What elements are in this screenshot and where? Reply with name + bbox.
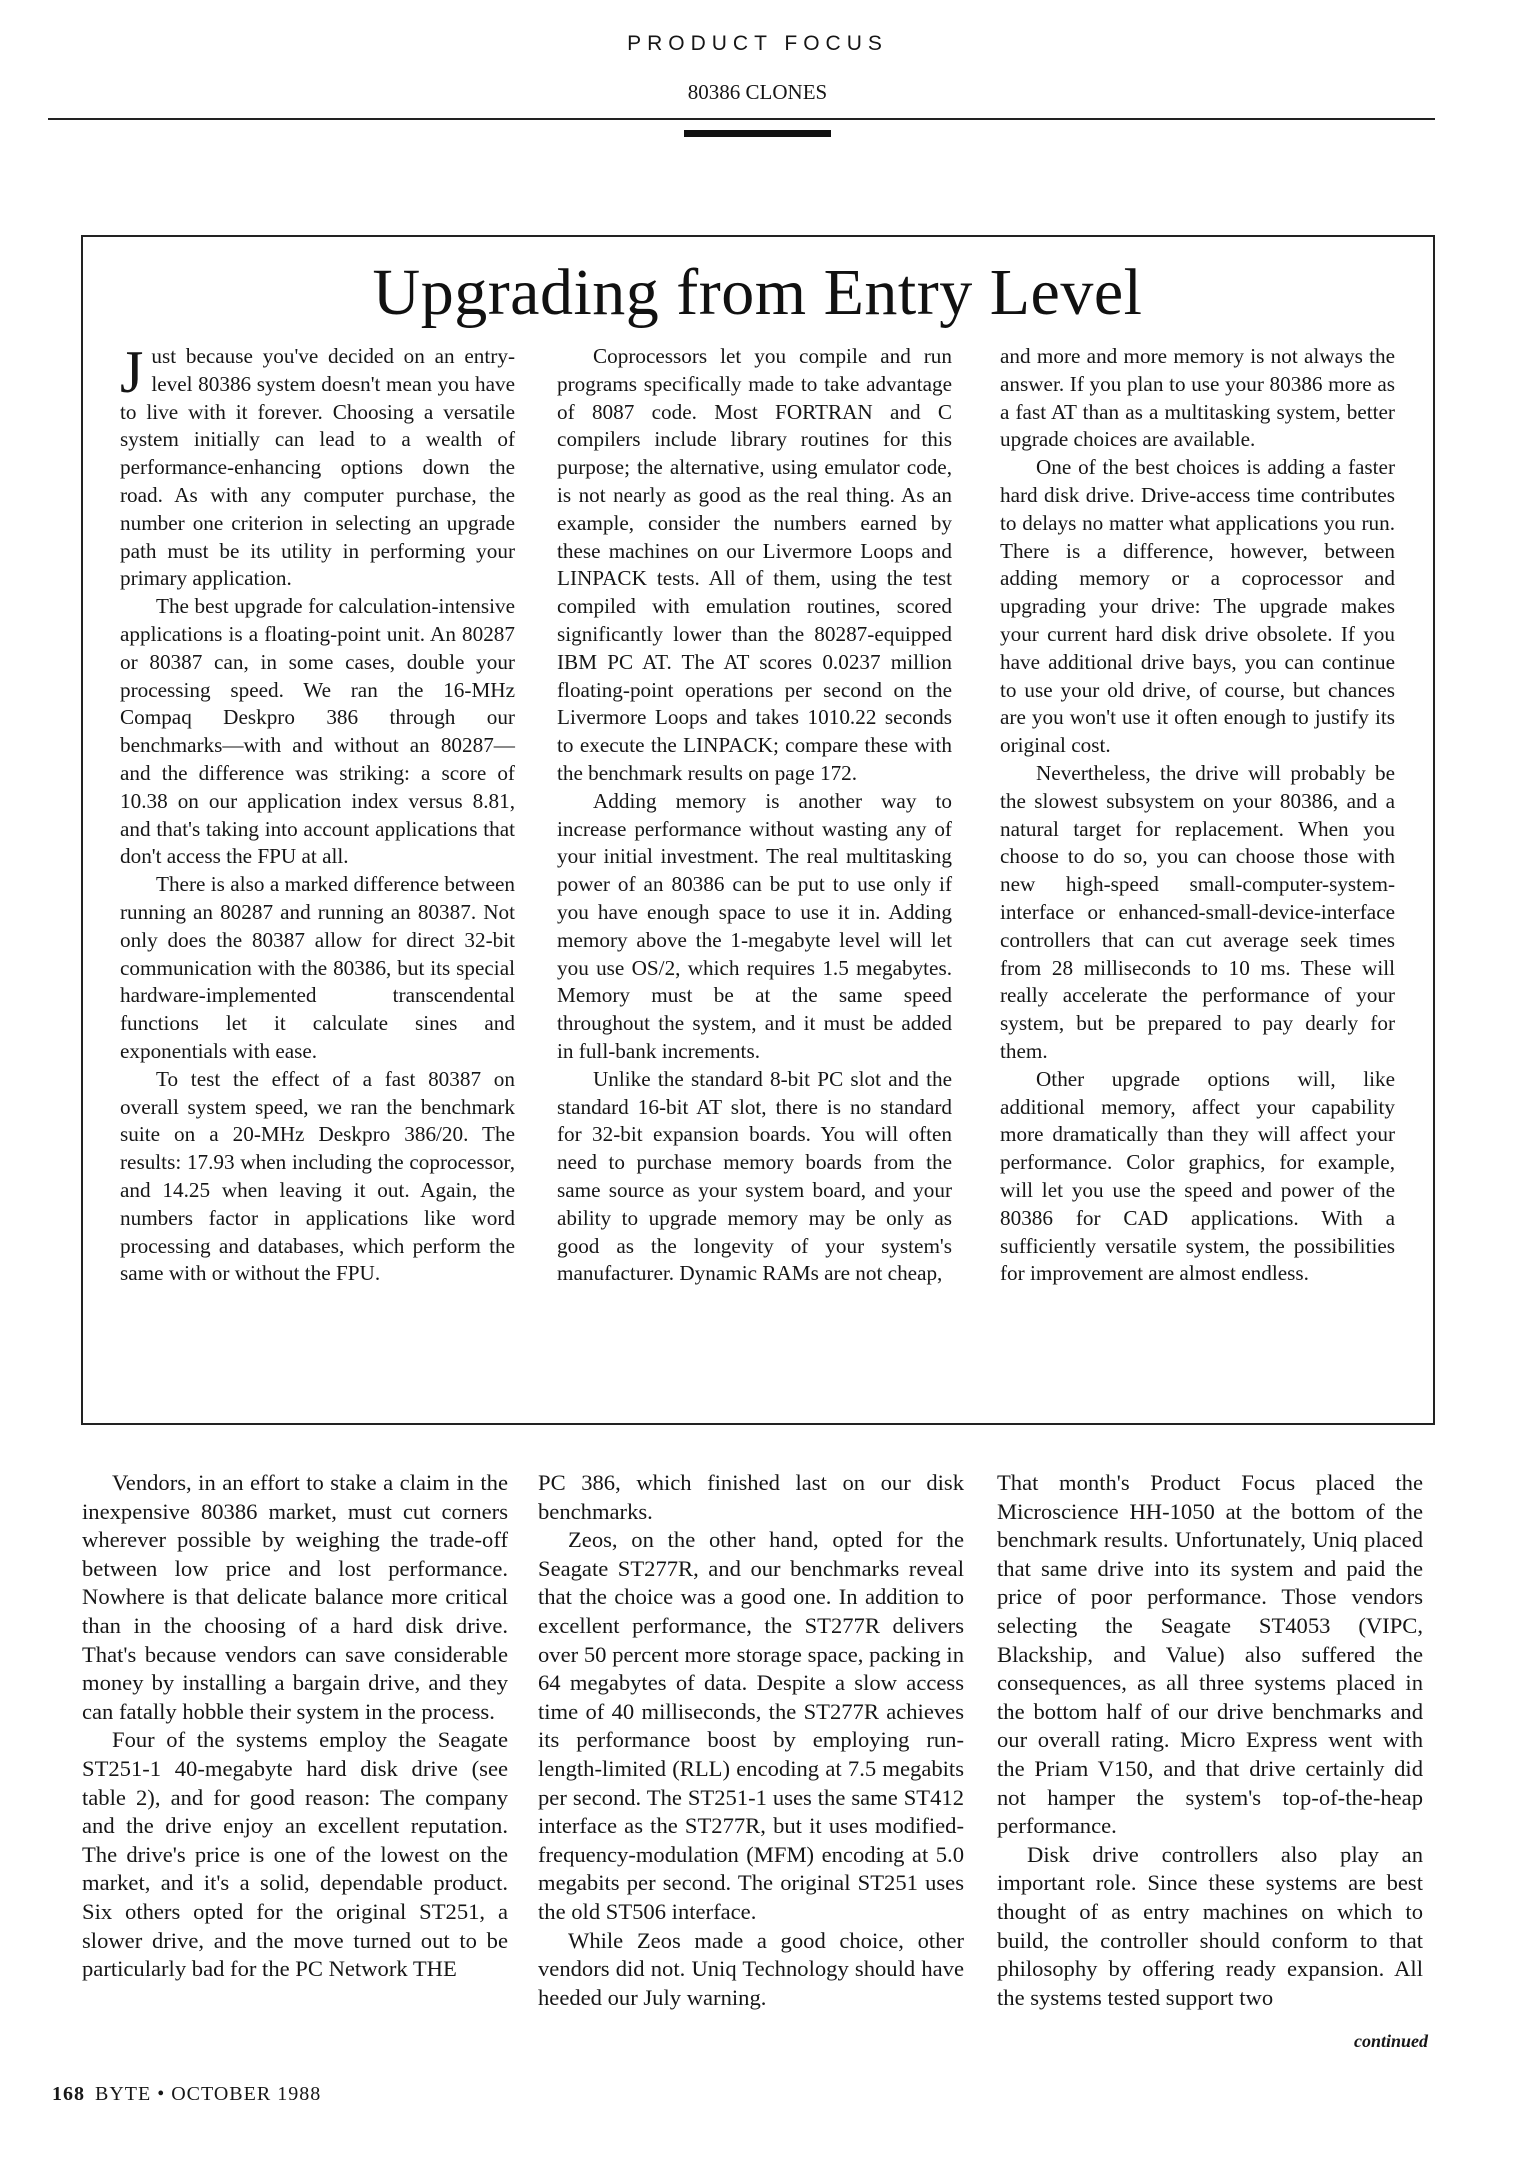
sidebar-paragraph: Just because you've decided on an entry-level 80386 system doesn't mean you have to live with it forever. Choosing a versatile system initially can lead to a wealth of performance-enhancing options down the road. As with any computer purchase, the number one criterion in selecting an upgrade path must be its utility in performing your primary application. [120, 339, 515, 591]
sidebar-paragraph: and more and more memory is not always the answer. If you plan to use your 80386 more as a fast AT than as a multitasking system, better upgrade choices are available. [1000, 344, 1395, 452]
article-paragraph: Zeos, on the other hand, opted for the Seagate ST277R, and our benchmarks reveal that the choice was a good one. In addition to excellent performance, the ST277R delivers over 50 percent more storage space, packing in 64 megabytes of data. Despite a slow access time of 40 milliseconds, the ST277R achieves its performance boost by employing run-length-limited (RLL) encoding at 7.5 megabits per second. The ST251-1 uses the same ST412 interface as the ST277R, but it uses modified-frequency-modulation (MFM) encoding at 5.0 megabits per second. The original ST251 uses the old ST506 interface. [538, 1527, 964, 1924]
article-paragraph: That month's Product Focus placed the Microscience HH-1050 at the bottom of the benchmark results. Unfortunately, Uniq placed that same drive into its system and paid the price of poor performance. Those vendors selecting the Seagate ST4053 (VIPC, Blackship, and Value) also suffered the consequences, as all three systems placed in the bottom half of our drive benchmarks and our overall rating. Micro Express went with the Priam V150, and that drive certainly did not hamper the system's top-of-the-heap performance. [997, 1470, 1423, 1839]
sidebar-paragraph: Other upgrade options will, like additional memory, affect your capability more dramatically than they will affect your performance. Color graphics, for example, will let you use the speed and power of the 80386 for CAD applications. With a sufficiently versatile system, the possibilities for improvement are almost endless. [1000, 1066, 1395, 1286]
sidebar-column-3 [1000, 343, 1395, 1288]
sidebar-paragraph: There is also a marked difference between running an 80287 and running an 80387. Not only does the 80387 allow for direct 32-bit communication with the 80386, but its special hardware-implemented transcendental functions let it calculate sines and exponentials with ease. [120, 872, 515, 1063]
publication-line: BYTE • OCTOBER 1988 [95, 2083, 322, 2105]
sidebar-title: Upgrading from Entry Level [372, 256, 1143, 329]
sidebar-paragraph: Nevertheless, the drive will probably be the slowest subsystem on your 80386, and a natural target for replacement. When you choose to do so, you can choose those with new high-speed small-computer-system-interface or enhanced-small-device-interface controllers that can cut average seek times from 28 milliseconds to 10 ms. These will really accelerate the performance of your system, but be prepared to pay dearly for them. [1000, 760, 1395, 1063]
article-paragraph: Four of the systems employ the Seagate ST251-1 40-megabyte hard disk drive (see table 2), and for good reason: The company and the drive enjoy an excellent reputation. The drive's price is one of the lowest on the market, and it's a solid, dependable product. Six others opted for the original ST251, a slower drive, and the move turned out to be particularly bad for the PC Network THE [82, 1727, 508, 1982]
article-column-1 [82, 1469, 508, 1984]
article-column-3 [997, 1469, 1423, 2012]
sidebar-paragraph: Adding memory is another way to increase performance without wasting any of your initial investment. The real multitasking power of an 80386 can be put to use only if you have enough space to use it in. Adding memory above the 1-megabyte level will let you use OS/2, which requires 1.5 megabytes. Memory must be at the same speed throughout the system, and it must be added in full-bank increments. [557, 788, 952, 1063]
article-paragraph: Disk drive controllers also play an important role. Since these systems are best thought of as entry machines on which to build, the controller should conform to that philosophy by offering ready expansion. All the systems tested support two [997, 1841, 1423, 2010]
section-subtitle: 80386 CLONES [687, 80, 828, 104]
page-footer [52, 2083, 321, 2106]
header-accent-bar [684, 130, 831, 137]
article-column-2 [538, 1469, 964, 2012]
article-paragraph: PC 386, which finished last on our disk benchmarks. [538, 1470, 964, 1524]
section-kicker: PRODUCT FOCUS [627, 32, 888, 55]
article-paragraph: Vendors, in an effort to stake a claim in the inexpensive 80386 market, must cut corners wherever possible by weighing the trade-off between low price and lost performance. Nowhere is that delicate balance more critical than in the choosing of a hard disk drive. That's because vendors can save considerable money by installing a bargain drive, and they can fatally hobble their system in the process. [82, 1470, 508, 1724]
sidebar-paragraph: Coprocessors let you compile and run programs specifically made to take advantage of 8087 code. Most FORTRAN and C compilers include library routines for this purpose; the alternative, using emulator code, is not nearly as good as the real thing. As an example, consider the numbers earned by these machines on our Livermore Loops and LINPACK tests. All of them, using the test compiled with emulation routines, scored significantly lower than the 80287-equipped IBM PC AT. The AT scores 0.0237 million floating-point operations per second on the Livermore Loops and takes 1010.22 seconds to execute the LINPACK; compare these with the benchmark results on page 172. [557, 344, 952, 785]
sidebar-paragraph: To test the effect of a fast 80387 on overall system speed, we ran the benchmark suite on a 20-MHz Deskpro 386/20. The results: 17.93 when including the coprocessor, and 14.25 when leaving it out. Again, the numbers factor in applications like word processing and databases, which perform the same with or without the FPU. [120, 1066, 515, 1286]
page-number: 168 [52, 2083, 85, 2105]
drop-cap: J [120, 339, 144, 405]
article-paragraph: While Zeos made a good choice, other vendors did not. Uniq Technology should have heeded our July warning. [538, 1927, 964, 2010]
continued-label: continued [1353, 2031, 1428, 2051]
sidebar-paragraph: The best upgrade for calculation-intensive applications is a floating-point unit. An 80287 or 80387 can, in some cases, double your processing speed. We ran the 16-MHz Compaq Deskpro 386 through our benchmarks—with and without an 80287—and the difference was striking: a score of 10.38 on our application index versus 8.81, and that's taking into account applications that don't access the FPU at all. [120, 594, 515, 869]
sidebar-column-1 [120, 339, 515, 1288]
sidebar-paragraph: One of the best choices is adding a faster hard disk drive. Drive-access time contributes to delays no matter what applications you run. There is a difference, however, between adding memory or a coprocessor and upgrading your drive: The upgrade makes your current hard disk drive obsolete. If you have additional drive bays, you can continue to use your old drive, of course, but chances are you won't use it often enough to justify its original cost. [1000, 455, 1395, 758]
sidebar-paragraph: Unlike the standard 8-bit PC slot and the standard 16-bit AT slot, there is no standard for 32-bit expansion boards. You will often need to purchase memory boards from the same source as your system board, and your ability to upgrade memory may be only as good as the longevity of your system's manufacturer. Dynamic RAMs are not cheap, [557, 1066, 952, 1286]
header-rule [48, 118, 1435, 120]
sidebar-column-2 [557, 343, 952, 1288]
